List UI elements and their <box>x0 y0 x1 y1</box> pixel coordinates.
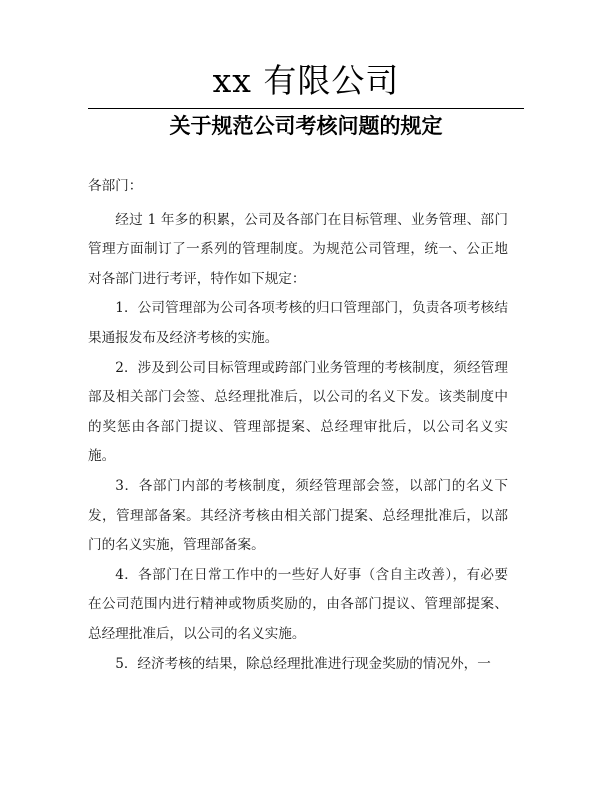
company-name: xx 有限公司 <box>212 61 400 100</box>
paragraph-intro: 经过 1 年多的积累，公司及各部门在目标管理、业务管理、部门管理方面制订了一系列的管理制度。为规范公司管理，统一、公正地对各部门进行考评，特作如下规定： <box>88 211 508 287</box>
header-divider <box>88 108 524 109</box>
document-title: 关于规范公司考核问题的规定 <box>169 114 443 138</box>
paragraph-item-3: 3．各部门内部的考核制度，须经管理部会签，以部门的名义下发，管理部备案。其经济考核由相关部门提案、总经理批准后，以部门的名义实施，管理部备案。 <box>88 477 508 554</box>
paragraph-item-5: 5．经济考核的结果，除总经理批准进行现金奖励的情况外，一 <box>115 655 491 672</box>
paragraph-item-2: 2．涉及到公司目标管理或跨部门业务管理的考核制度，须经管理部及相关部门会签、总经理批准后，以公司的名义下发。该类制度中的奖惩由各部门提议、管理部提案、总经理审批后，以公司名义实施。 <box>88 359 508 465</box>
document-body <box>88 172 508 679</box>
salutation: 各部门： <box>88 178 143 194</box>
paragraph-item-4: 4．各部门在日常工作中的一些好人好事（含自主改善），有必要在公司范围内进行精神或物质奖励的，由各部门提议、管理部提案、总经理批准后，以公司的名义实施。 <box>88 566 508 642</box>
paragraph-item-1: 1．公司管理部为公司各项考核的归口管理部门，负责各项考核结果通报发布及经济考核的实施。 <box>88 300 508 346</box>
